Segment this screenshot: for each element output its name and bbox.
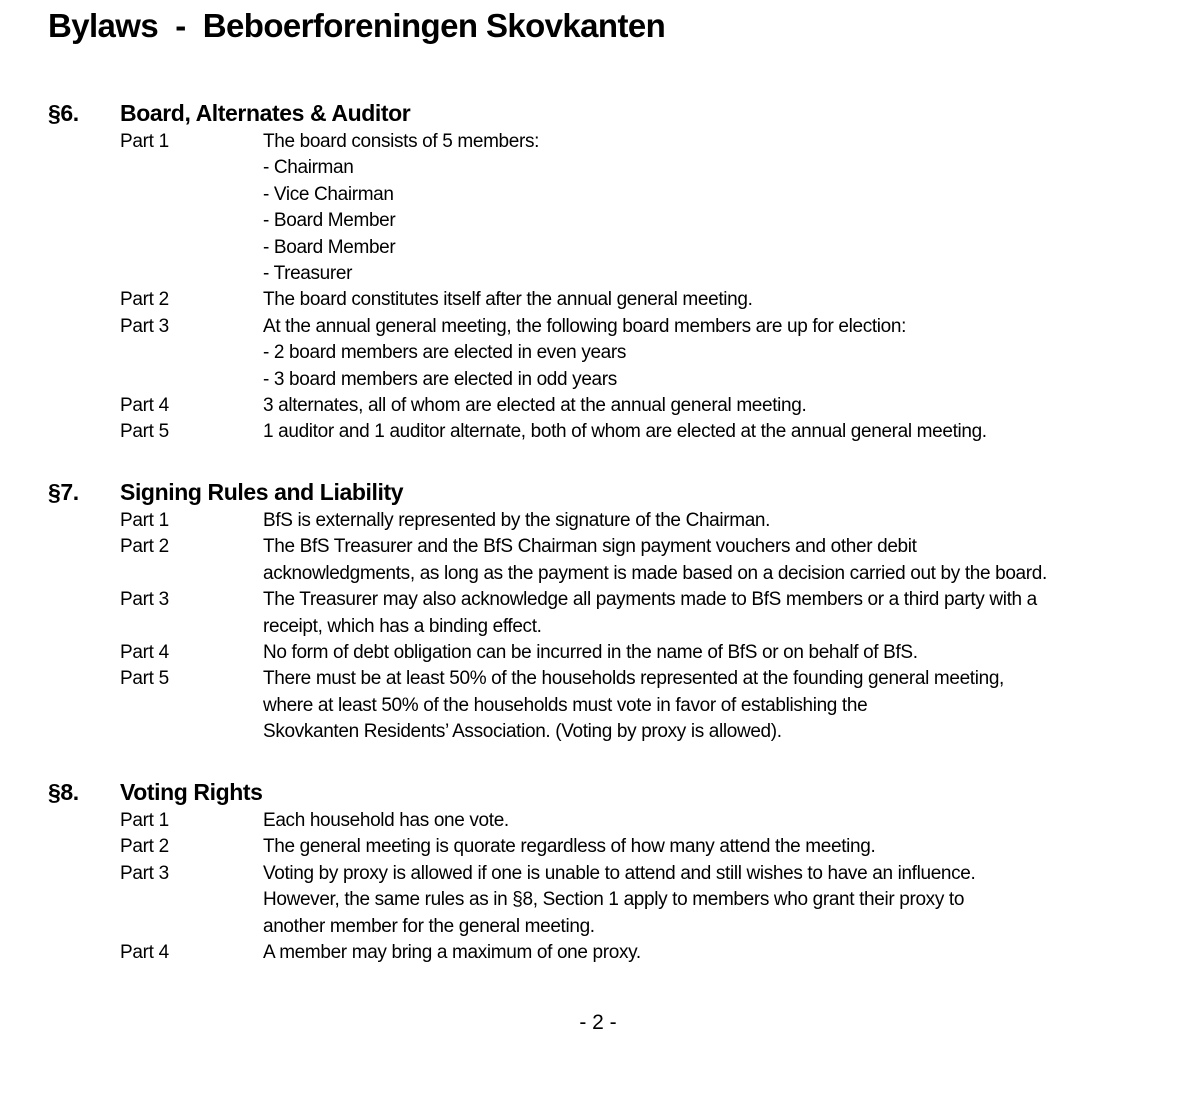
document-title: Bylaws - Beboerforeningen Skovkanten [48, 7, 666, 44]
list-item: - 2 board members are elected in even years [263, 342, 627, 364]
part-label: Part 2 [120, 536, 169, 558]
part-row [48, 940, 1168, 966]
section-title: Board, Alternates & Auditor [120, 100, 411, 126]
part-row [48, 640, 1168, 666]
text-line: No form of debt obligation can be incurred in the name of BfS or on behalf of BfS. [263, 642, 918, 664]
page-number: - 2 - [579, 1011, 617, 1034]
text-line: 3 alternates, all of whom are elected at the annual general meeting. [263, 395, 807, 417]
part-text [263, 508, 770, 534]
part-text [263, 419, 987, 445]
part-label: Part 1 [120, 810, 169, 831]
part-label: Part 5 [120, 421, 169, 443]
part-text [263, 393, 806, 419]
part-text [263, 640, 918, 666]
list-item: - Vice Chairman [263, 183, 394, 205]
text-line: There must be at least 50% of the households represented at the founding general meeting, [263, 668, 1004, 690]
part-text [263, 834, 875, 860]
text-line: where at least 50% of the households must vote in favor of establishing the [263, 694, 868, 716]
section-number: §8. [48, 779, 79, 805]
part-text [263, 808, 509, 834]
part-label: Part 4 [120, 642, 169, 664]
text-line: Skovkanten Residents’ Association. (Voting by proxy is allowed). [263, 721, 782, 743]
section-number: §7. [48, 479, 79, 505]
part-text [263, 940, 641, 966]
part-label: Part 1 [120, 510, 169, 531]
text-line: The general meeting is quorate regardless of how many attend the meeting. [263, 836, 876, 858]
section-8 [48, 779, 1168, 966]
part-text [263, 534, 1047, 587]
text-line: The BfS Treasurer and the BfS Chairman sign payment vouchers and other debit [263, 536, 917, 558]
part-label: Part 4 [120, 395, 169, 417]
part-label: Part 3 [120, 862, 169, 884]
part-text [263, 587, 1037, 640]
part-text [263, 314, 906, 393]
part-row [48, 129, 1168, 287]
part-row [48, 534, 1168, 587]
text-line: At the annual general meeting, the following board members are up for election: [263, 315, 907, 337]
text-line: However, the same rules as in §8, Section 1 apply to members who grant their proxy to [263, 889, 965, 911]
part-label: Part 3 [120, 589, 169, 611]
section-heading [48, 779, 1168, 808]
list-item: - Treasurer [263, 263, 353, 285]
text-line: BfS is externally represented by the signature of the Chairman. [263, 510, 771, 531]
section-heading [48, 479, 1168, 508]
part-label: Part 2 [120, 289, 169, 311]
text-line: acknowledgments, as long as the payment is made based on a decision carried out by the board. [263, 562, 1047, 584]
part-text [263, 666, 1004, 745]
part-text [263, 861, 975, 940]
part-text [263, 287, 753, 313]
section-number: §6. [48, 100, 79, 126]
part-row [48, 314, 1168, 393]
part-label: Part 4 [120, 942, 169, 964]
list-item: - Board Member [263, 210, 396, 232]
text-line: Voting by proxy is allowed if one is unable to attend and still wishes to have an influence. [263, 862, 976, 884]
text-line: receipt, which has a binding effect. [263, 615, 542, 637]
list-item: - Board Member [263, 236, 396, 258]
text-line: The board consists of 5 members: [263, 131, 540, 152]
part-row [48, 834, 1168, 860]
text-line: Each household has one vote. [263, 810, 509, 831]
part-label: Part 5 [120, 668, 169, 690]
list-item: - Chairman [263, 157, 354, 179]
part-row [48, 587, 1168, 640]
section-heading [48, 100, 1168, 129]
text-line: The board constitutes itself after the annual general meeting. [263, 289, 753, 311]
text-line: 1 auditor and 1 auditor alternate, both of whom are elected at the annual general meeting. [263, 421, 987, 443]
part-label: Part 1 [120, 131, 169, 152]
part-row [48, 393, 1168, 419]
part-label: Part 2 [120, 836, 169, 858]
part-row [48, 508, 1168, 534]
section-6 [48, 100, 1168, 446]
part-row [48, 666, 1168, 745]
part-row [48, 419, 1168, 445]
section-title: Signing Rules and Liability [120, 479, 404, 505]
list-item: - 3 board members are elected in odd years [263, 368, 617, 390]
part-label: Part 3 [120, 315, 169, 337]
part-row [48, 808, 1168, 834]
part-text [263, 129, 539, 287]
section-title: Voting Rights [120, 779, 263, 805]
part-row [48, 287, 1168, 313]
text-line: another member for the general meeting. [263, 915, 595, 937]
part-row [48, 861, 1168, 940]
section-7 [48, 479, 1168, 746]
text-line: The Treasurer may also acknowledge all payments made to BfS members or a third party with a [263, 589, 1037, 611]
text-line: A member may bring a maximum of one proxy. [263, 942, 641, 964]
